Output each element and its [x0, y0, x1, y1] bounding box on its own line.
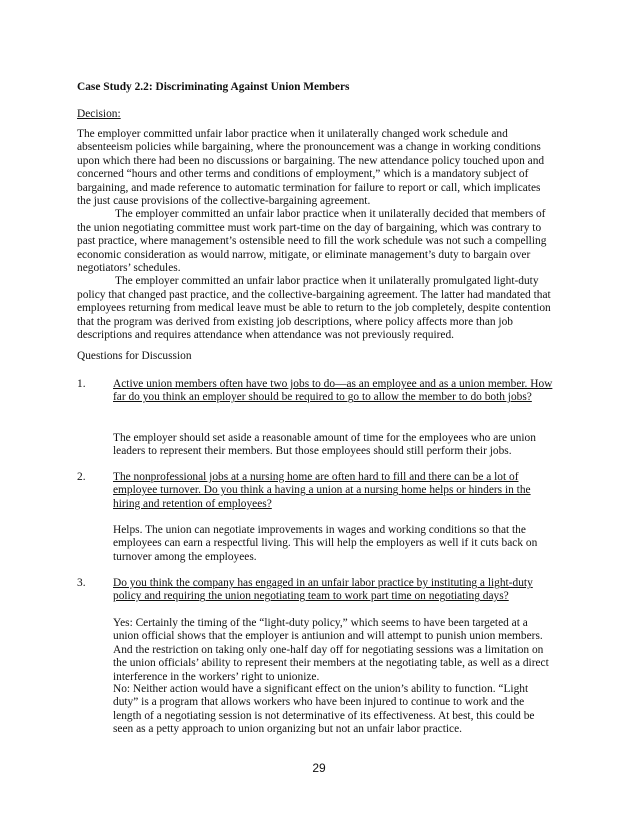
question-3-text: Do you think the company has engaged in an unfair labor practice by instituting a light-duty policy and requiring the union negotiating team to work part time on negotiating days?: [113, 577, 533, 603]
question-3-answer-yes: Yes: Certainly the timing of the “light-duty policy,” which seems to have been targeted at a union official shows that the employer is antiunion and will attempt to punish union members. And the restriction on taking only one-half day off for negotiating sessions was a limitation on the union officials’ ability to represent their members at the negotiating table, as well as a direct interference in the workers’ right to unionize.: [113, 617, 549, 683]
decision-paragraph-3: The employer committed an unfair labor practice when it unilaterally promulgated light-duty policy that changed past practice, and the collective-bargaining agreement. The latter had mandated that employees returning from medical leave must be able to return to the job completely, despite contention that the program was derived from existing job descriptions, where policy affects more than job descriptions and requires attendance when attendance was not previously required.: [77, 275, 551, 342]
page-number: 29: [312, 761, 326, 775]
question-1-text: Active union members often have two jobs to do—as an employee and as a union member. How far do you think an employer should be required to go to allow the member to do both jobs?: [113, 378, 553, 404]
decision-heading: Decision:: [77, 108, 121, 120]
questions-heading: Questions for Discussion: [77, 350, 192, 362]
case-study-title: Case Study 2.2: Discriminating Against Union Members: [77, 81, 350, 93]
question-2-answer: Helps. The union can negotiate improvements in wages and working conditions so that the employees can earn a respectful living. This will help the employers as well if it cuts back on turnover among the employees.: [113, 524, 538, 563]
decision-body: [77, 128, 552, 343]
question-1-answer: The employer should set aside a reasonable amount of time for the employees who are union leaders to represent their members. But those employees should still perform their jobs.: [113, 432, 536, 458]
question-number-3: 3.: [77, 577, 86, 589]
question-2-text: The nonprofessional jobs at a nursing home are often hard to fill and there can be a lot of employee turnover. Do you think a having a union at a nursing home helps or hinders in the hiring and retention of employees?: [113, 471, 531, 510]
question-number-1: 1.: [77, 378, 86, 390]
decision-paragraph-1: The employer committed unfair labor practice when it unilaterally changed work schedule and absenteeism policies while bargaining, where the pronouncement was a change in working conditions upon which there had been no discussions or bargaining. The new attendance policy touched upon and concerned “hours and other terms and conditions of employment,” which is a mandatory subject of bargaining, and made reference to automatic termination for failure to report or call, which implicates the just cause provisions of the collective-bargaining agreement.: [77, 128, 545, 208]
question-3-answer-no: No: Neither action would have a significant effect on the union’s ability to function. “Light duty” is a program that allows workers who have been injured to continue to work and the length of a negotiating session is not determinative of its effectiveness. At best, this could be seen as a petty approach to union organizing but not an unfair labor practice.: [113, 683, 535, 736]
question-number-2: 2.: [77, 471, 86, 483]
decision-paragraph-2: The employer committed an unfair labor practice when it unilaterally decided that members of the union negotiating committee must work part-time on the day of bargaining, which was contrary to past practice, where management’s ostensible need to fill the work schedule was not such a compelling economic consideration as would narrow, mitigate, or eliminate management’s duty to bargain over negotiators’ schedules.: [77, 208, 547, 275]
